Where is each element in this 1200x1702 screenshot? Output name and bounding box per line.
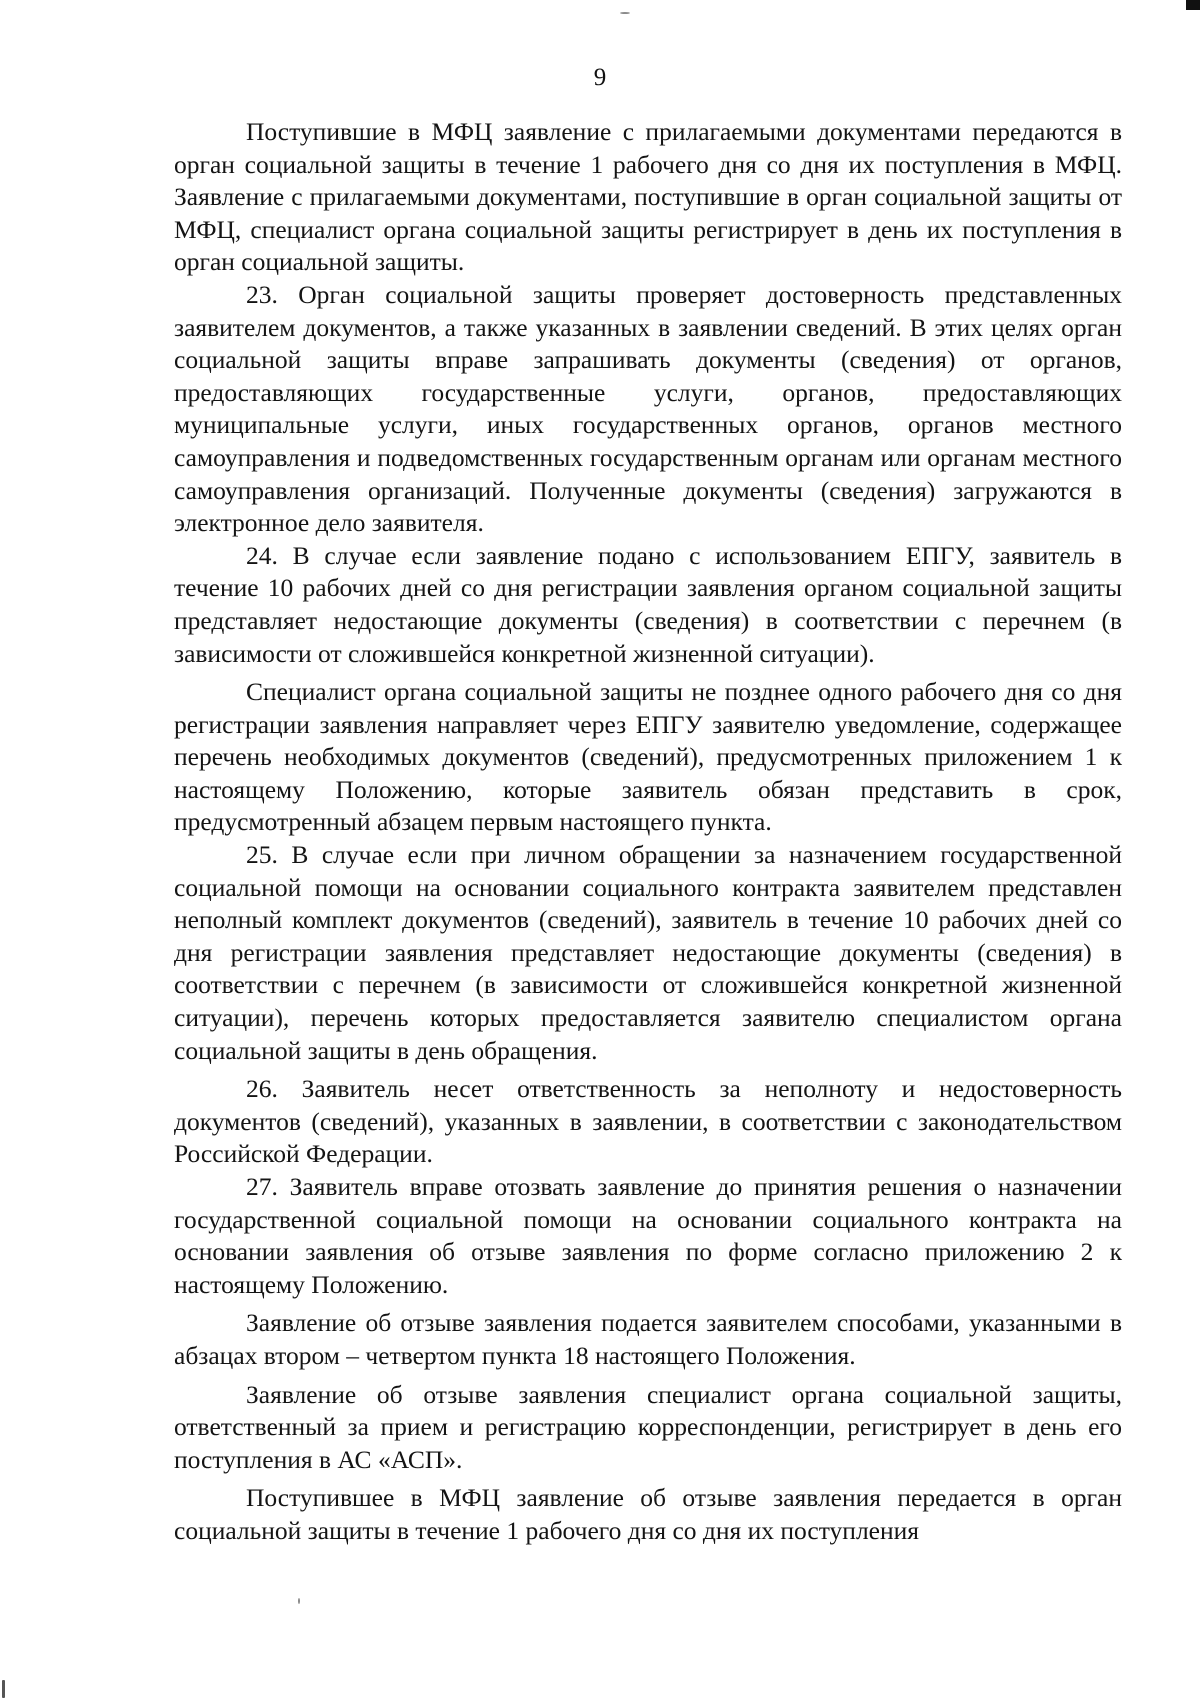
paragraph-withdrawal-registration: Заявление об отзыве заявления специалист органа социальной защиты, ответственный за прием и регистрацию корреспонденции, регистрирует в день его поступления в АС «АСП». <box>174 1379 1122 1474</box>
paragraph-item-23: 23. Орган социальной защиты проверяет достоверность представленных заявителем документов, а также указанных в заявлении сведений. В этих целях орган социальной защиты вправе запрашивать документы (сведения) от органов, предоставляющих государственные услуги, органов, предоставляющих муниципальные услуги, иных государственных органов, органов местного самоуправления и подведомственных государственным органам или органам местного самоуправления организаций. Полученные документы (сведения) загружаются в электронное дело заявителя. <box>174 279 1122 538</box>
scan-speck <box>2 1680 5 1698</box>
paragraph-item-27: 27. Заявитель вправе отозвать заявление до принятия решения о назначении государственной социальной помощи на основании социального контракта на основании заявления об отзыве заявления по форме согласно приложению 2 к настоящему Положению. <box>174 1172 1122 1299</box>
paragraph-notification: Специалист органа социальной защиты не позднее одного рабочего дня со дня регистрации заявления направляет через ЕПГУ заявителю уведомление, содержащее перечень необходимых документов (сведений), предусмотренных приложением 1 к настоящему Положению, которые заявитель обязан представить в срок, предусмотренный абзацем первым настоящего пункта. <box>174 677 1122 837</box>
scan-speck <box>298 1598 300 1604</box>
scan-corner-mark <box>1186 0 1200 10</box>
scan-speck <box>620 12 630 14</box>
paragraph-withdrawal-mfc: Поступившее в МФЦ заявление об отзыве заявления передается в орган социальной защиты в течение 1 рабочего дня со дня их поступления <box>174 1483 1122 1545</box>
document-body <box>174 116 1122 1548</box>
paragraph-item-24: 24. В случае если заявление подано с использованием ЕПГУ, заявитель в течение 10 рабочих дней со дня регистрации заявления органом социальной защиты представляет недостающие документы (сведения) в соответствии с перечнем (в зависимости от сложившейся конкретной жизненной ситуации). <box>174 540 1122 668</box>
paragraph-withdrawal-methods: Заявление об отзыве заявления подается заявителем способами, указанными в абзацах втором – четвертом пункта 18 настоящего Положения. <box>174 1308 1122 1370</box>
paragraph-mfc-transfer: Поступившие в МФЦ заявление с прилагаемыми документами передаются в орган социальной защиты в течение 1 рабочего дня со дня их поступления в МФЦ. Заявление с прилагаемыми документами, поступившие в орган социальной защиты от МФЦ, специалист органа социальной защиты регистрирует в день их поступления в орган социальной защиты. <box>174 117 1122 277</box>
page-number: 9 <box>593 64 607 91</box>
paragraph-item-25: 25. В случае если при личном обращении за назначением государственной социальной помощи на основании социального контракта заявителем представлен неполный комплект документов (сведений), заявитель в течение 10 рабочих дней со дня регистрации заявления представляет недостающие документы (сведения) в соответствии с перечнем (в зависимости от сложившейся конкретной жизненной ситуации), перечень которых предоставляется заявителю специалистом органа социальной защиты в день обращения. <box>174 840 1122 1065</box>
paragraph-item-26: 26. Заявитель несет ответственность за неполноту и недостоверность документов (сведений), указанных в заявлении, в соответствии с законодательством Российской Федерации. <box>174 1074 1122 1169</box>
